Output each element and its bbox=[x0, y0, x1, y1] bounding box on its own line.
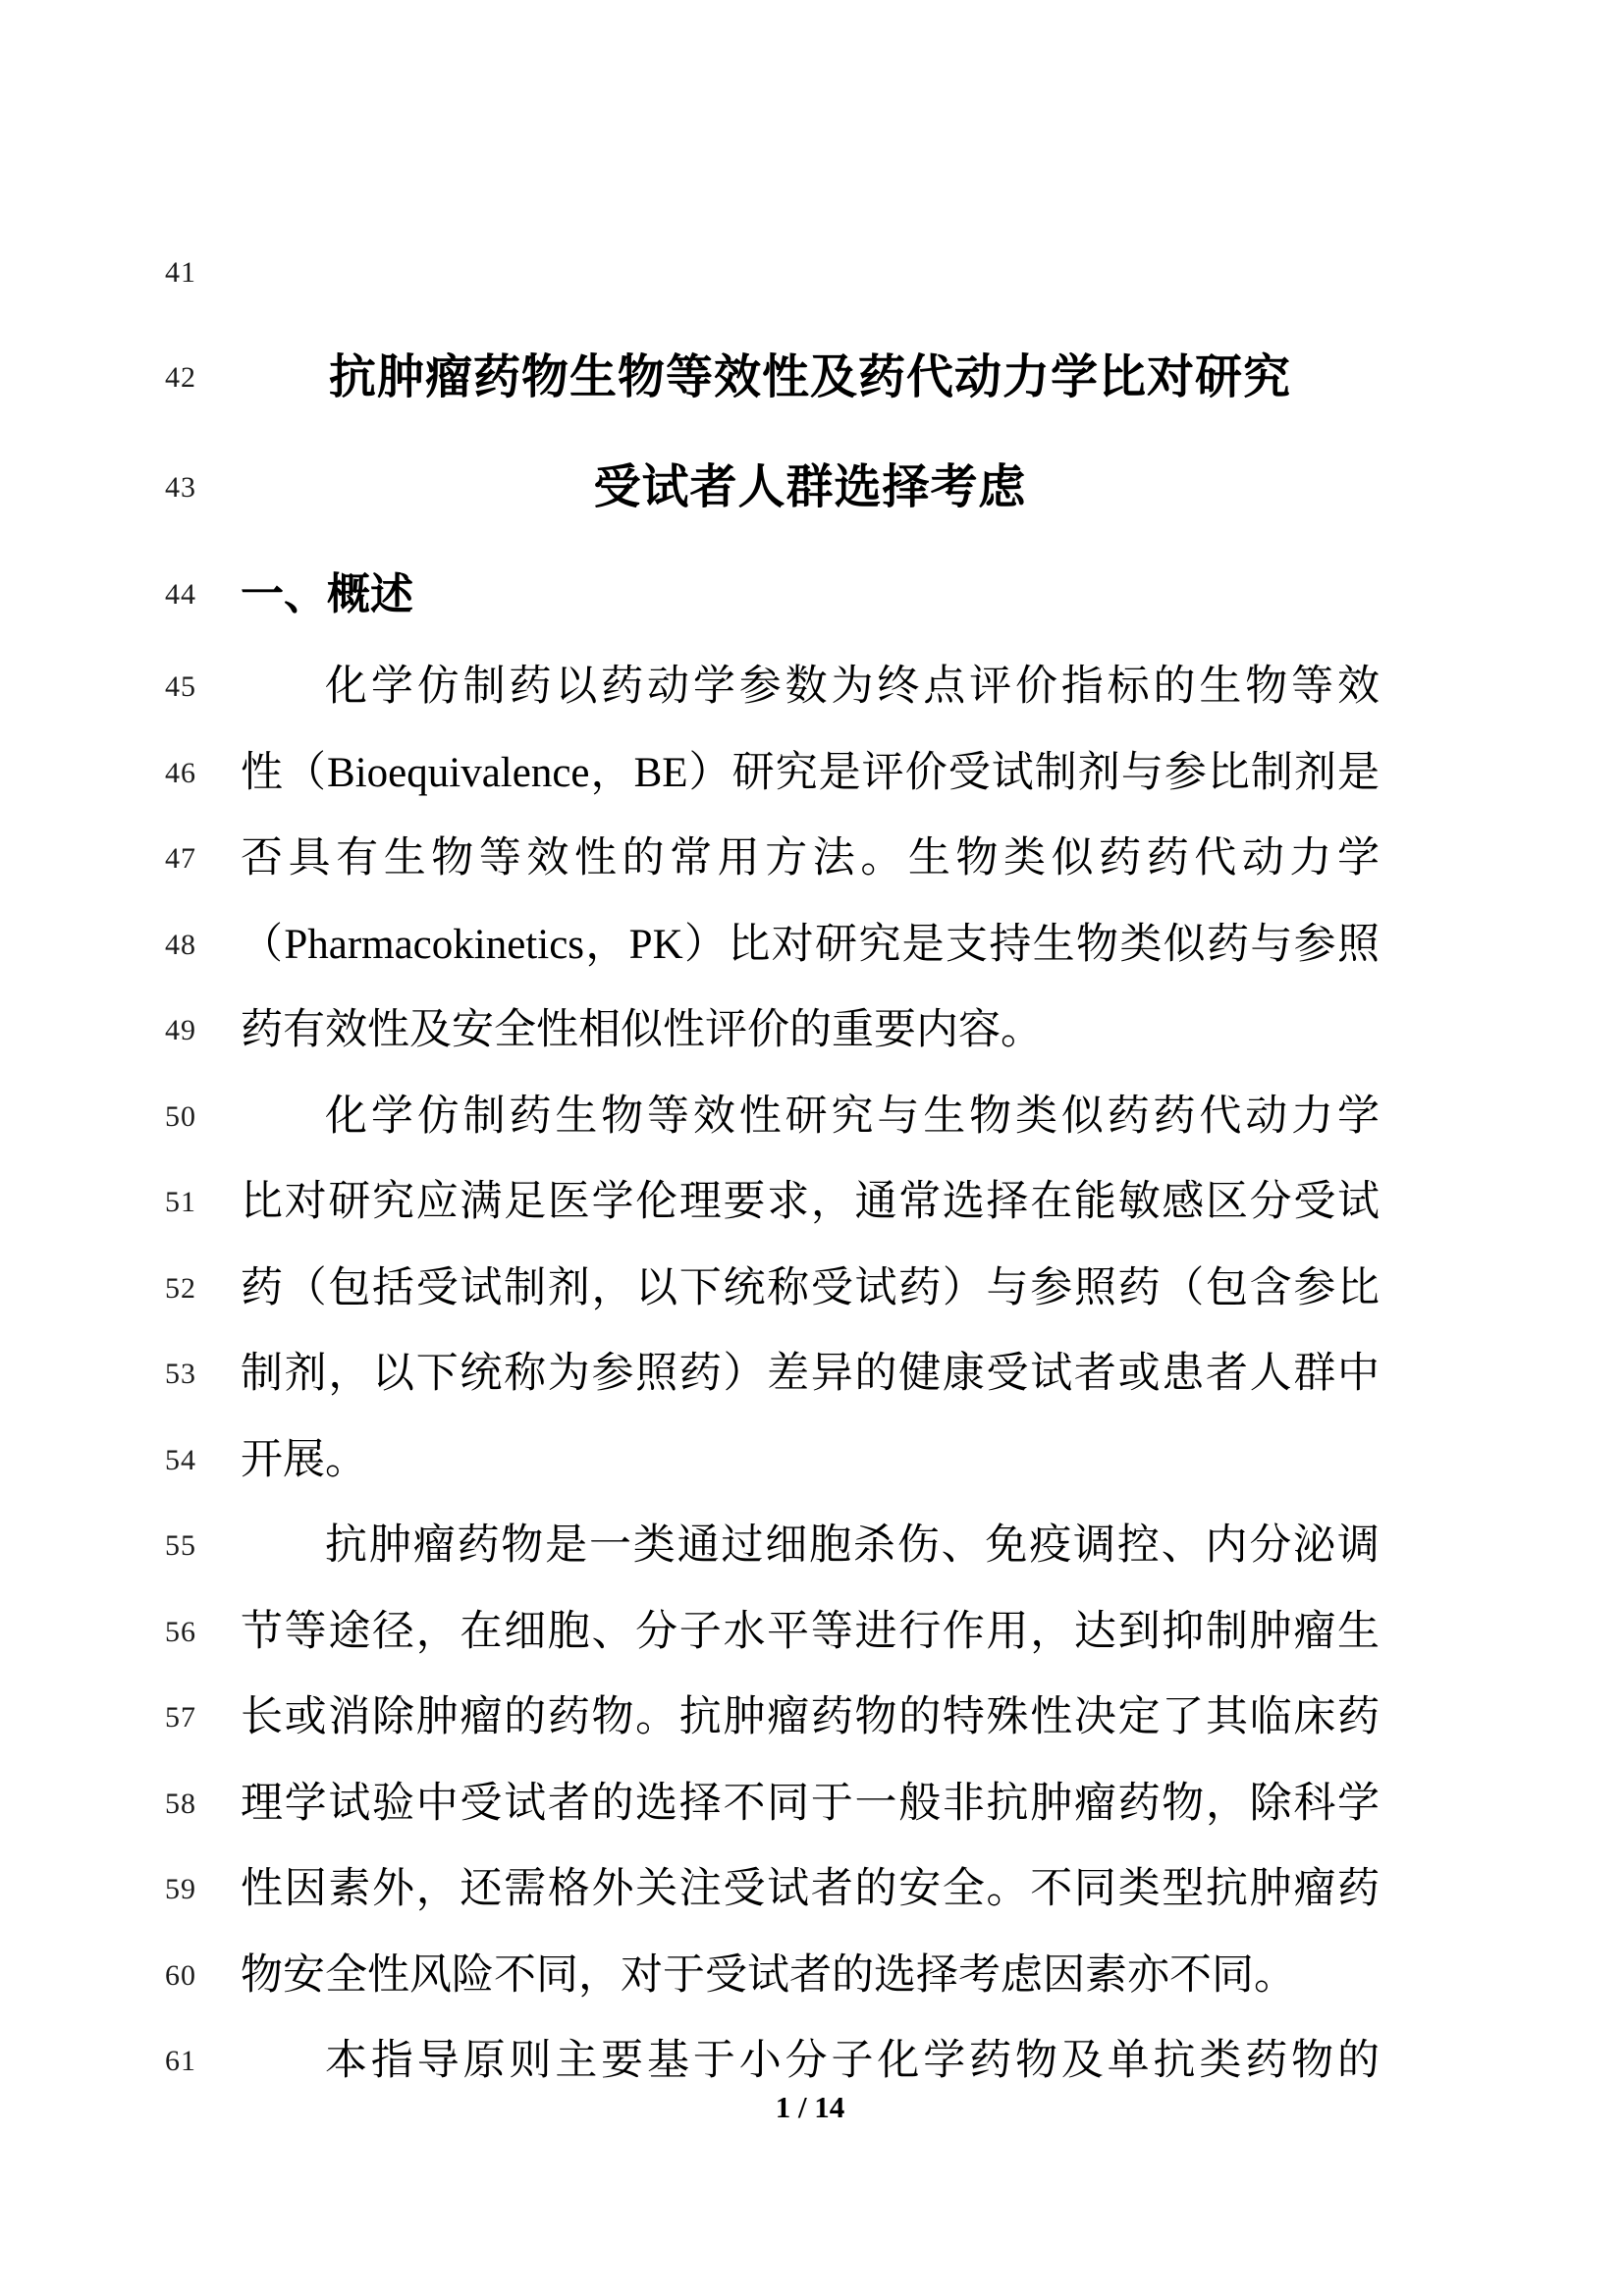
body-text-line: 否具有生物等效性的常用方法。生物类似药药代动力学 bbox=[241, 835, 1380, 881]
line-number: 44 bbox=[165, 578, 196, 611]
line-number: 49 bbox=[165, 1014, 196, 1046]
body-text-line: 比对研究应满足医学伦理要求，通常选择在能敏感区分受试 bbox=[241, 1179, 1380, 1225]
document-line-54 bbox=[0, 1417, 1624, 1504]
document-line-46 bbox=[0, 730, 1624, 817]
document-line-50 bbox=[0, 1074, 1624, 1160]
document-line-59 bbox=[0, 1846, 1624, 1933]
line-number: 54 bbox=[165, 1444, 196, 1476]
line-number: 46 bbox=[165, 757, 196, 789]
document-title-line-1: 抗肿瘤药物生物等效性及药代动力学比对研究 bbox=[328, 351, 1291, 403]
line-number: 43 bbox=[165, 471, 196, 504]
line-number: 53 bbox=[165, 1358, 196, 1390]
document-title-line-2: 受试者人群选择考虑 bbox=[593, 461, 1027, 513]
document-line-43 bbox=[0, 445, 1624, 531]
document-line-44 bbox=[0, 552, 1624, 638]
document-line-41 bbox=[0, 230, 1624, 316]
document-line-47 bbox=[0, 816, 1624, 902]
line-number: 51 bbox=[165, 1186, 196, 1218]
line-number: 56 bbox=[165, 1616, 196, 1648]
body-text-line: 长或消除肿瘤的药物。抗肿瘤药物的特殊性决定了其临床药 bbox=[241, 1694, 1380, 1740]
document-line-48 bbox=[0, 902, 1624, 988]
line-number: 61 bbox=[165, 2045, 196, 2077]
body-text-line: 化学仿制药以药动学参数为终点评价指标的生物等效 bbox=[325, 664, 1380, 710]
body-text-line: 抗肿瘤药物是一类通过细胞杀伤、免疫调控、内分泌调 bbox=[325, 1522, 1380, 1569]
line-number: 57 bbox=[165, 1701, 196, 1734]
document-line-42 bbox=[0, 335, 1624, 421]
document-line-51 bbox=[0, 1159, 1624, 1246]
body-text-line: 药（包括受试制剂，以下统称受试药）与参照药（包含参比 bbox=[241, 1265, 1380, 1311]
line-number: 42 bbox=[165, 361, 196, 394]
document-line-49 bbox=[0, 988, 1624, 1074]
line-number: 50 bbox=[165, 1100, 196, 1133]
document-line-45 bbox=[0, 644, 1624, 730]
body-text-line: 药有效性及安全性相似性评价的重要内容。 bbox=[241, 1007, 1043, 1053]
document-line-58 bbox=[0, 1761, 1624, 1847]
body-text-line: 性因素外，还需格外关注受试者的安全。不同类型抗肿瘤药 bbox=[241, 1866, 1380, 1912]
line-number: 47 bbox=[165, 842, 196, 875]
document-line-53 bbox=[0, 1331, 1624, 1417]
section-heading: 一、概述 bbox=[241, 570, 413, 618]
body-text-line: （Pharmacokinetics，PK）比对研究是支持生物类似药与参照 bbox=[241, 922, 1380, 968]
body-text-line: 本指导原则主要基于小分子化学药物及单抗类药物的 bbox=[325, 2038, 1380, 2084]
body-text-line: 化学仿制药生物等效性研究与生物类似药药代动力学 bbox=[325, 1094, 1380, 1140]
document-line-56 bbox=[0, 1589, 1624, 1676]
page-number: 1 / 14 bbox=[775, 2090, 845, 2124]
body-text-line: 制剂，以下统称为参照药）差异的健康受试者或患者人群中 bbox=[241, 1351, 1380, 1397]
body-text-line: 节等途径，在细胞、分子水平等进行作用，达到抑制肿瘤生 bbox=[241, 1609, 1380, 1655]
document-line-60 bbox=[0, 1933, 1624, 2019]
document-line-52 bbox=[0, 1246, 1624, 1332]
body-text-line: 性（Bioequivalence，BE）研究是评价受试制剂与参比制剂是 bbox=[241, 750, 1380, 796]
line-number: 48 bbox=[165, 929, 196, 961]
body-text-line: 开展。 bbox=[241, 1437, 367, 1483]
line-number: 45 bbox=[165, 670, 196, 703]
line-number: 58 bbox=[165, 1788, 196, 1820]
body-text-line: 理学试验中受试者的选择不同于一般非抗肿瘤药物，除科学 bbox=[241, 1781, 1380, 1827]
document-line-57 bbox=[0, 1675, 1624, 1761]
line-number: 59 bbox=[165, 1873, 196, 1905]
line-number: 41 bbox=[165, 256, 196, 289]
line-number: 60 bbox=[165, 1959, 196, 1992]
line-number: 55 bbox=[165, 1529, 196, 1562]
body-text-line: 物安全性风险不同，对于受试者的选择考虑因素亦不同。 bbox=[241, 1952, 1296, 1999]
document-line-55 bbox=[0, 1503, 1624, 1589]
line-number: 52 bbox=[165, 1272, 196, 1305]
